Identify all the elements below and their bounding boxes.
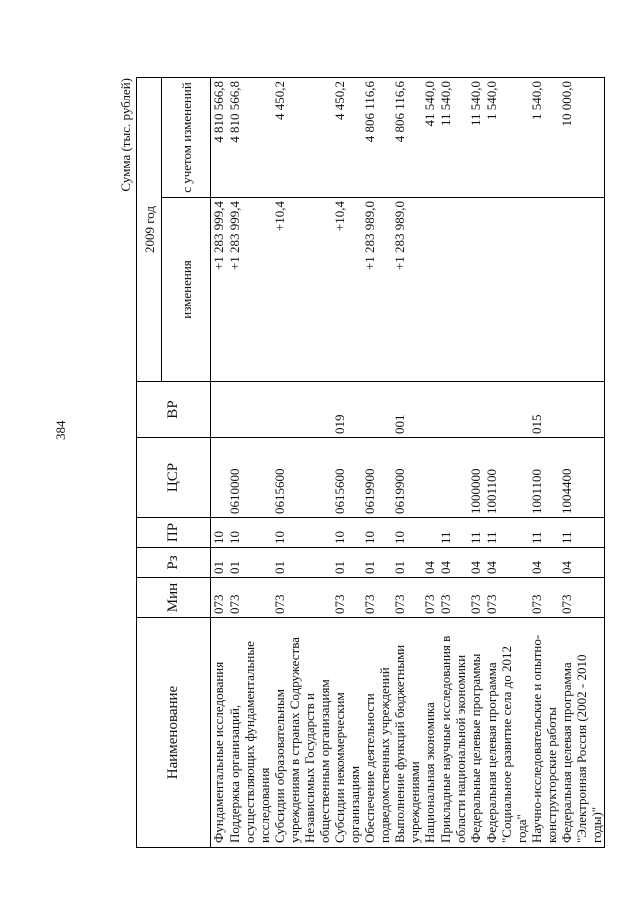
cell-csr: 0615600 <box>272 438 332 518</box>
cell-rz: 04 <box>484 548 529 578</box>
table-row <box>227 78 272 848</box>
header-rz: Рз <box>137 548 211 578</box>
cell-rz: 04 <box>422 548 438 578</box>
cell-min: 073 <box>362 578 392 618</box>
cell-name: Фундаментальные исследования <box>211 618 228 848</box>
cell-change: +10,4 <box>332 198 362 382</box>
cell-csr <box>438 438 468 518</box>
cell-rz: 04 <box>468 548 484 578</box>
table-row <box>362 78 392 848</box>
cell-csr: 0610000 <box>227 438 272 518</box>
cell-name: Федеральные целевые программы <box>468 618 484 848</box>
cell-csr: 0615600 <box>332 438 362 518</box>
cell-pr: 10 <box>211 518 228 548</box>
header-min: Мин <box>137 578 211 618</box>
cell-pr: 10 <box>392 518 422 548</box>
cell-vr <box>362 382 392 438</box>
cell-pr: 10 <box>332 518 362 548</box>
cell-rz: 04 <box>559 548 605 578</box>
cell-min: 073 <box>438 578 468 618</box>
cell-min: 073 <box>559 578 605 618</box>
cell-total: 11 540,0 <box>438 78 468 198</box>
cell-pr: 11 <box>529 518 559 548</box>
table-row <box>272 78 332 848</box>
header-vr: ВР <box>137 382 211 438</box>
page-number: 384 <box>53 420 68 440</box>
cell-change <box>422 198 438 382</box>
budget-table <box>136 77 605 848</box>
cell-total: 4 806 116,6 <box>362 78 392 198</box>
table-row <box>422 78 438 848</box>
cell-vr: 001 <box>392 382 422 438</box>
table-row <box>468 78 484 848</box>
cell-total: 1 540,0 <box>529 78 559 198</box>
cell-pr: 11 <box>438 518 468 548</box>
cell-csr: 1001100 <box>529 438 559 518</box>
cell-pr: 10 <box>227 518 272 548</box>
cell-min: 073 <box>529 578 559 618</box>
rotated-table-block <box>118 78 612 848</box>
cell-csr: 0619900 <box>362 438 392 518</box>
cell-vr <box>211 382 228 438</box>
cell-min: 073 <box>468 578 484 618</box>
header-changes: изменения <box>162 198 211 382</box>
cell-vr <box>422 382 438 438</box>
cell-vr <box>272 382 332 438</box>
cell-csr: 1000000 <box>468 438 484 518</box>
table-row <box>529 78 559 848</box>
cell-vr: 015 <box>529 382 559 438</box>
cell-total: 4 810 566,8 <box>227 78 272 198</box>
cell-pr <box>422 518 438 548</box>
cell-rz: 01 <box>392 548 422 578</box>
cell-min: 073 <box>211 578 228 618</box>
cell-csr: 0619900 <box>392 438 422 518</box>
header-csr: ЦСР <box>137 438 211 518</box>
cell-change <box>438 198 468 382</box>
cell-change: +1 283 989,0 <box>392 198 422 382</box>
cell-change: +1 283 999,4 <box>211 198 228 382</box>
cell-rz: 04 <box>438 548 468 578</box>
cell-vr <box>484 382 529 438</box>
cell-min: 073 <box>272 578 332 618</box>
cell-rz: 01 <box>227 548 272 578</box>
cell-name: Федеральная целевая программа "Социальное развитие села до 2012 года" <box>484 618 529 848</box>
cell-csr: 1004400 <box>559 438 605 518</box>
table-row <box>332 78 362 848</box>
cell-min: 073 <box>392 578 422 618</box>
header-pr: ПР <box>137 518 211 548</box>
cell-csr: 1001100 <box>484 438 529 518</box>
cell-change <box>559 198 605 382</box>
cell-name: Федеральная целевая программа "Электронная Россия (2002 - 2010 годы)" <box>559 618 605 848</box>
header-name: Наименование <box>137 618 211 848</box>
cell-vr: 019 <box>332 382 362 438</box>
cell-name: Субсидии образовательным учреждениям в странах Содружества Независимых Государств и общественным организациям <box>272 618 332 848</box>
cell-vr <box>468 382 484 438</box>
cell-name: Национальная экономика <box>422 618 438 848</box>
cell-pr: 11 <box>559 518 605 548</box>
cell-total: 10 000,0 <box>559 78 605 198</box>
cell-name: Обеспечение деятельности подведомственных учреждений <box>362 618 392 848</box>
cell-pr: 11 <box>484 518 529 548</box>
cell-name: Прикладные научные исследования в области национальной экономики <box>438 618 468 848</box>
table-row <box>211 78 228 848</box>
table-row <box>559 78 605 848</box>
cell-change: +1 283 989,0 <box>362 198 392 382</box>
cell-vr <box>438 382 468 438</box>
cell-min: 073 <box>227 578 272 618</box>
cell-total: 4 450,2 <box>272 78 332 198</box>
cell-total: 41 540,0 <box>422 78 438 198</box>
header-with-changes: с учетом изменений <box>162 78 211 198</box>
table-body <box>211 78 605 848</box>
cell-change <box>484 198 529 382</box>
cell-pr: 11 <box>468 518 484 548</box>
cell-total: 4 450,2 <box>332 78 362 198</box>
cell-total: 11 540,0 <box>468 78 484 198</box>
cell-rz: 01 <box>211 548 228 578</box>
table-row <box>484 78 529 848</box>
cell-change: +10,4 <box>272 198 332 382</box>
cell-rz: 01 <box>272 548 332 578</box>
cell-csr <box>422 438 438 518</box>
units-label: Сумма (тыс. рублей) <box>118 78 133 192</box>
cell-rz: 01 <box>332 548 362 578</box>
cell-rz: 01 <box>362 548 392 578</box>
cell-name: Субсидии некоммерческим организациям <box>332 618 362 848</box>
header-year: 2009 год <box>137 78 162 382</box>
cell-min: 073 <box>422 578 438 618</box>
cell-vr <box>227 382 272 438</box>
cell-total: 4 810 566,8 <box>211 78 228 198</box>
cell-total: 1 540,0 <box>484 78 529 198</box>
cell-min: 073 <box>332 578 362 618</box>
cell-change <box>468 198 484 382</box>
cell-min: 073 <box>484 578 529 618</box>
cell-vr <box>559 382 605 438</box>
cell-rz: 04 <box>529 548 559 578</box>
cell-name: Поддержка организаций, осуществляющих фундаментальные исследования <box>227 618 272 848</box>
table-row <box>438 78 468 848</box>
cell-change: +1 283 999,4 <box>227 198 272 382</box>
cell-name: Выполнение функций бюджетными учреждениями <box>392 618 422 848</box>
cell-csr <box>211 438 228 518</box>
cell-total: 4 806 116,6 <box>392 78 422 198</box>
cell-change <box>529 198 559 382</box>
cell-pr: 10 <box>362 518 392 548</box>
cell-pr: 10 <box>272 518 332 548</box>
cell-name: Научно-исследовательские и опытно-конструкторские работы <box>529 618 559 848</box>
table-row <box>392 78 422 848</box>
